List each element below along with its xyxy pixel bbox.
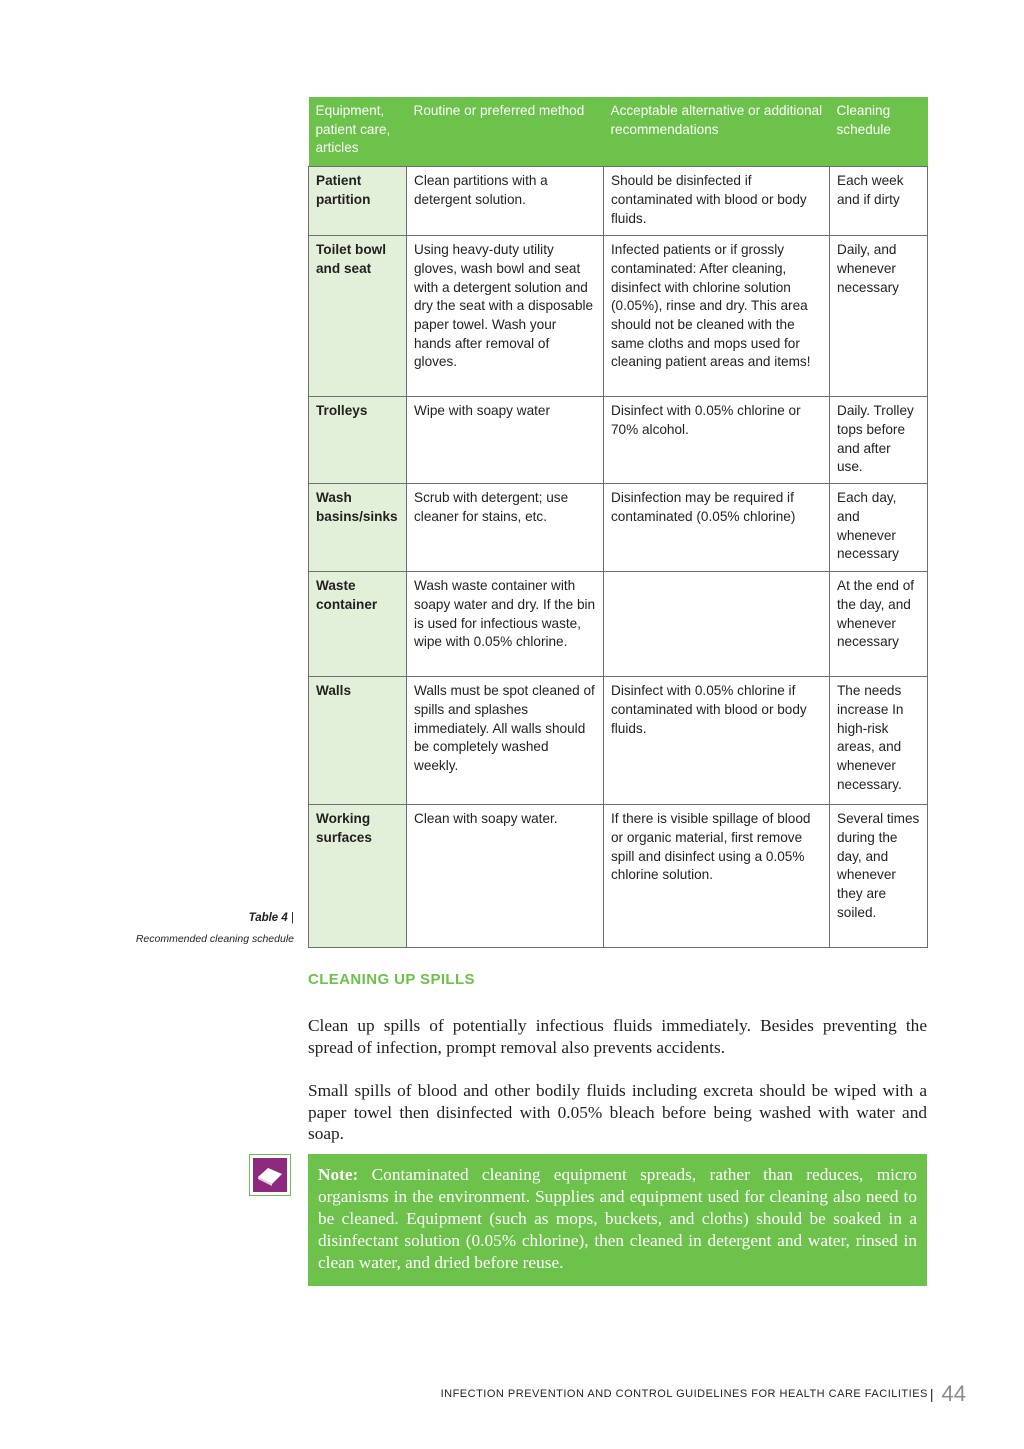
row-schedule: Each week and if dirty — [830, 167, 928, 236]
table-row — [309, 677, 928, 805]
note-box — [308, 1154, 927, 1286]
section-heading: CLEANING UP SPILLS — [308, 971, 475, 988]
row-item: Walls — [309, 677, 407, 805]
table-row — [309, 484, 928, 572]
table-caption-separator: | — [291, 912, 294, 924]
row-alternative: Disinfection may be required if contaminated (0.05% chlorine) — [604, 484, 830, 572]
row-routine: Clean with soapy water. — [407, 805, 604, 948]
table-row — [309, 167, 928, 236]
column-header-schedule: Cleaning schedule — [830, 97, 928, 167]
footer-title: INFECTION PREVENTION AND CONTROL GUIDELINES FOR HEALTH CARE FACILITIES — [440, 1388, 928, 1400]
page-number: 44 — [941, 1381, 966, 1406]
table-caption-title: Table 4 — [248, 912, 288, 924]
table-row — [309, 572, 928, 677]
row-item: Toilet bowl and seat — [309, 236, 407, 397]
row-schedule: Daily. Trolley tops before and after use. — [830, 397, 928, 484]
row-alternative: Disinfect with 0.05% chlorine or 70% alcohol. — [604, 397, 830, 484]
row-routine: Wash waste container with soapy water and dry. If the bin is used for infectious waste, wipe with 0.05% chlorine. — [407, 572, 604, 677]
row-alternative: If there is visible spillage of blood or organic material, first remove spill and disinfect using a 0.05% chlorine solution. — [604, 805, 830, 948]
table-caption-subtitle: Recommended cleaning schedule — [135, 933, 294, 945]
column-header-routine: Routine or preferred method — [407, 97, 604, 167]
row-routine: Scrub with detergent; use cleaner for stains, etc. — [407, 484, 604, 572]
column-header-alternative: Acceptable alternative or additional recommendations — [604, 97, 830, 167]
row-schedule: Each day, and whenever necessary — [830, 484, 928, 572]
table-body — [309, 167, 928, 948]
cleaning-schedule-table-wrapper — [308, 97, 927, 948]
note-icon — [249, 1154, 291, 1196]
row-item: Wash basins/sinks — [309, 484, 407, 572]
table-row — [309, 397, 928, 484]
body-paragraph: Clean up spills of potentially infectious fluids immediately. Besides preventing the spread of infection, prompt removal also prevents accidents. — [308, 1016, 927, 1057]
row-routine: Clean partitions with a detergent solution. — [407, 167, 604, 236]
row-routine: Walls must be spot cleaned of spills and splashes immediately. All walls should be completely washed weekly. — [407, 677, 604, 805]
row-alternative — [604, 572, 830, 677]
cleaning-schedule-table — [308, 97, 928, 948]
row-schedule: Several times during the day, and whenever they are soiled. — [830, 805, 928, 948]
table-header — [309, 97, 928, 167]
row-alternative: Should be disinfected if contaminated with blood or body fluids. — [604, 167, 830, 236]
table-row — [309, 236, 928, 397]
row-item: Trolleys — [309, 397, 407, 484]
column-header-equipment: Equipment, patient care, articles — [309, 97, 407, 167]
row-routine: Wipe with soapy water — [407, 397, 604, 484]
table-caption — [136, 911, 294, 947]
body-paragraph: Small spills of blood and other bodily fluids including excreta should be wiped with a paper towel then disinfected with 0.05% bleach before being washed with water and soap. — [308, 1081, 927, 1144]
table-caption-title-line — [136, 911, 294, 926]
row-routine: Using heavy-duty utility gloves, wash bowl and seat with a detergent solution and dry the seat with a disposable paper towel. Wash your hands after removal of gloves. — [407, 236, 604, 397]
row-item: Working surfaces — [309, 805, 407, 948]
page-footer — [441, 1379, 966, 1409]
table-row — [309, 805, 928, 948]
row-schedule: Daily, and whenever necessary — [830, 236, 928, 397]
row-schedule: At the end of the day, and whenever necessary — [830, 572, 928, 677]
row-alternative: Infected patients or if grossly contaminated: After cleaning, disinfect with chlorine solution (0.05%), rinse and dry. This area should not be cleaned with the same cloths and mops used for cleaning patient areas and items! — [604, 236, 830, 397]
row-item: Waste container — [309, 572, 407, 677]
note-text: Contaminated cleaning equipment spreads, rather than reduces, micro organisms in the environment. Supplies and equipment used for cleaning also need to be cleaned. Equipment (such as mops, buckets, and cloths) should be soaked in a disinfectant solution (0.05% chlorine), then cleaned in detergent and water, rinsed in clean water, and dried before reuse. — [318, 1165, 918, 1272]
note-label: Note: — [318, 1165, 359, 1184]
row-item: Patient partition — [309, 167, 407, 236]
table-header-row — [309, 97, 928, 167]
row-alternative: Disinfect with 0.05% chlorine if contaminated with blood or body fluids. — [604, 677, 830, 805]
note-icon-graphic — [252, 1157, 288, 1193]
row-schedule: The needs increase In high-risk areas, and whenever necessary. — [830, 677, 928, 805]
footer-separator: | — [929, 1386, 934, 1402]
